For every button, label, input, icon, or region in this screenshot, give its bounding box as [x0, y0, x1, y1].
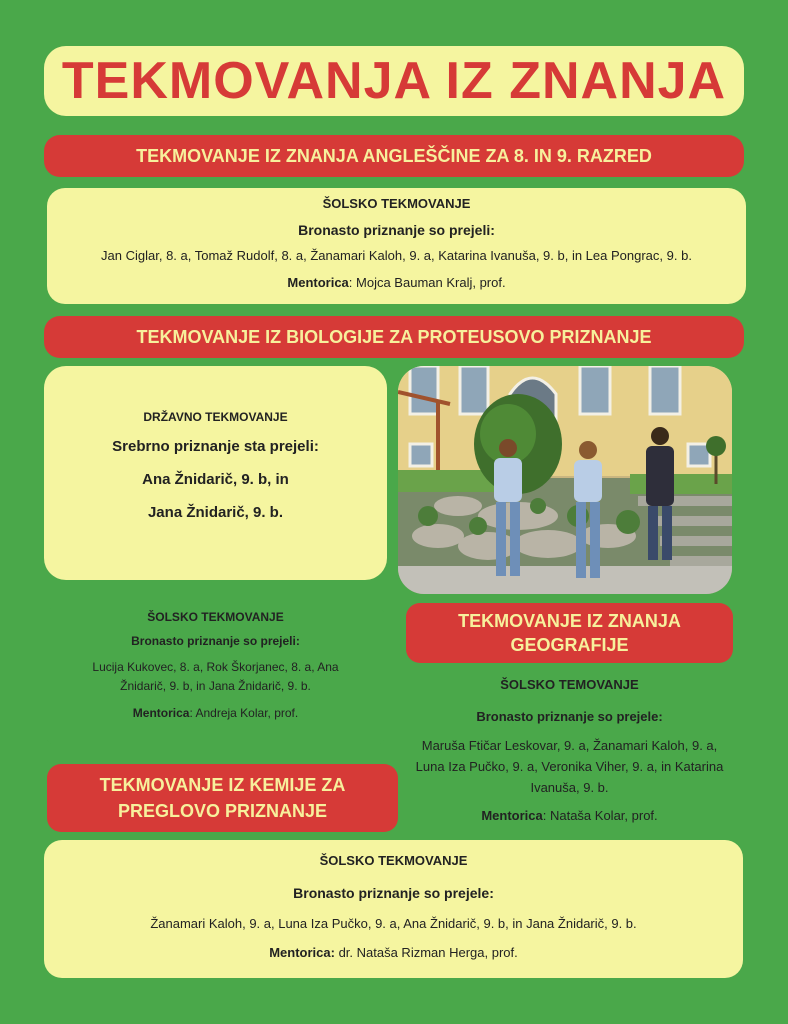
biology-heading-banner	[44, 316, 744, 358]
biology-heading: TEKMOVANJE IZ BIOLOGIJE ZA PROTEUSOVO PRIZNANJE	[136, 326, 652, 347]
english-mentor	[47, 273, 746, 294]
biology-school-names: Lucija Kukovec, 8. a, Rok Škorjanec, 8. a, Ana Žnidarič, 9. b, in Jana Žnidarič, 9. b.	[92, 660, 339, 694]
biology-state-award: Srebrno priznanje sta prejeli:	[112, 438, 319, 455]
chemistry-mentor	[44, 943, 743, 964]
biology-state-level: DRŽAVNO TEKMOVANJE	[143, 410, 288, 424]
biology-mentor-label: Mentorica	[132, 706, 190, 721]
chemistry-level: ŠOLSKO TEKMOVANJE	[319, 853, 468, 868]
geography-level: ŠOLSKO TEMOVANJE	[500, 677, 639, 692]
biology-school-mentor	[44, 704, 387, 723]
biology-school-panel	[44, 604, 387, 748]
geography-mentor	[406, 806, 733, 827]
biology-state-name-1: Ana Žnidarič, 9. b, in	[142, 471, 289, 488]
biology-state-panel	[44, 366, 387, 580]
biology-school-level: ŠOLSKO TEKMOVANJE	[147, 610, 284, 624]
english-level: ŠOLSKO TEKMOVANJE	[322, 196, 471, 211]
chemistry-names: Žanamari Kaloh, 9. a, Luna Iza Pučko, 9. a, Ana Žnidarič, 9. b, in Jana Žnidarič, 9. b.	[150, 916, 637, 931]
geography-award: Bronasto priznanje so prejele:	[476, 709, 663, 724]
chemistry-award: Bronasto priznanje so prejele:	[293, 885, 494, 901]
geography-heading-line-2: GEOGRAFIJE	[510, 635, 629, 655]
chemistry-panel	[44, 840, 743, 978]
geography-heading-banner	[406, 603, 733, 663]
biology-mentor-name: : Andreja Kolar, prof.	[189, 706, 299, 721]
page-title	[44, 46, 744, 116]
biology-state-name-2: Jana Žnidarič, 9. b.	[147, 504, 284, 521]
chemistry-heading-banner	[47, 764, 398, 832]
geography-panel	[406, 672, 733, 836]
chemistry-heading-line-2: PREGLOVO PRIZNANJE	[117, 801, 328, 821]
geography-heading-line-1: TEKMOVANJE IZ ZNANJA	[458, 611, 681, 631]
chemistry-mentor-name: dr. Nataša Rizman Herga, prof.	[334, 944, 518, 960]
students-photo	[398, 366, 732, 594]
geography-names: Maruša Ftičar Leskovar, 9. a, Žanamari Kaloh, 9. a, Luna Iza Pučko, 9. a, Veronika Viher, 9. a, in Katarina Ivanuša, 9. b.	[415, 738, 724, 795]
chemistry-heading-line-1: TEKMOVANJE IZ KEMIJE ZA	[99, 775, 346, 795]
biology-school-award: Bronasto priznanje so prejeli:	[131, 634, 300, 648]
english-mentor-label: Mentorica	[287, 274, 349, 290]
english-heading-banner	[44, 135, 744, 177]
chemistry-mentor-label: Mentorica:	[269, 944, 335, 960]
english-award: Bronasto priznanje so prejeli:	[298, 222, 495, 238]
page-title-text: TEKMOVANJA IZ ZNANJA	[61, 52, 727, 110]
english-names: Jan Ciglar, 8. a, Tomaž Rudolf, 8. a, Žanamari Kaloh, 9. a, Katarina Ivanuša, 9. b, in Lea Pongrac, 9. b.	[101, 248, 692, 263]
geography-mentor-name: : Nataša Kolar, prof.	[542, 808, 658, 824]
geography-mentor-label: Mentorica	[481, 808, 543, 824]
students-photo-image	[398, 366, 732, 594]
english-heading: TEKMOVANJE IZ ZNANJA ANGLEŠČINE ZA 8. IN 9. RAZRED	[136, 145, 652, 166]
english-mentor-name: : Mojca Bauman Kralj, prof.	[348, 274, 506, 290]
english-panel	[47, 188, 746, 304]
